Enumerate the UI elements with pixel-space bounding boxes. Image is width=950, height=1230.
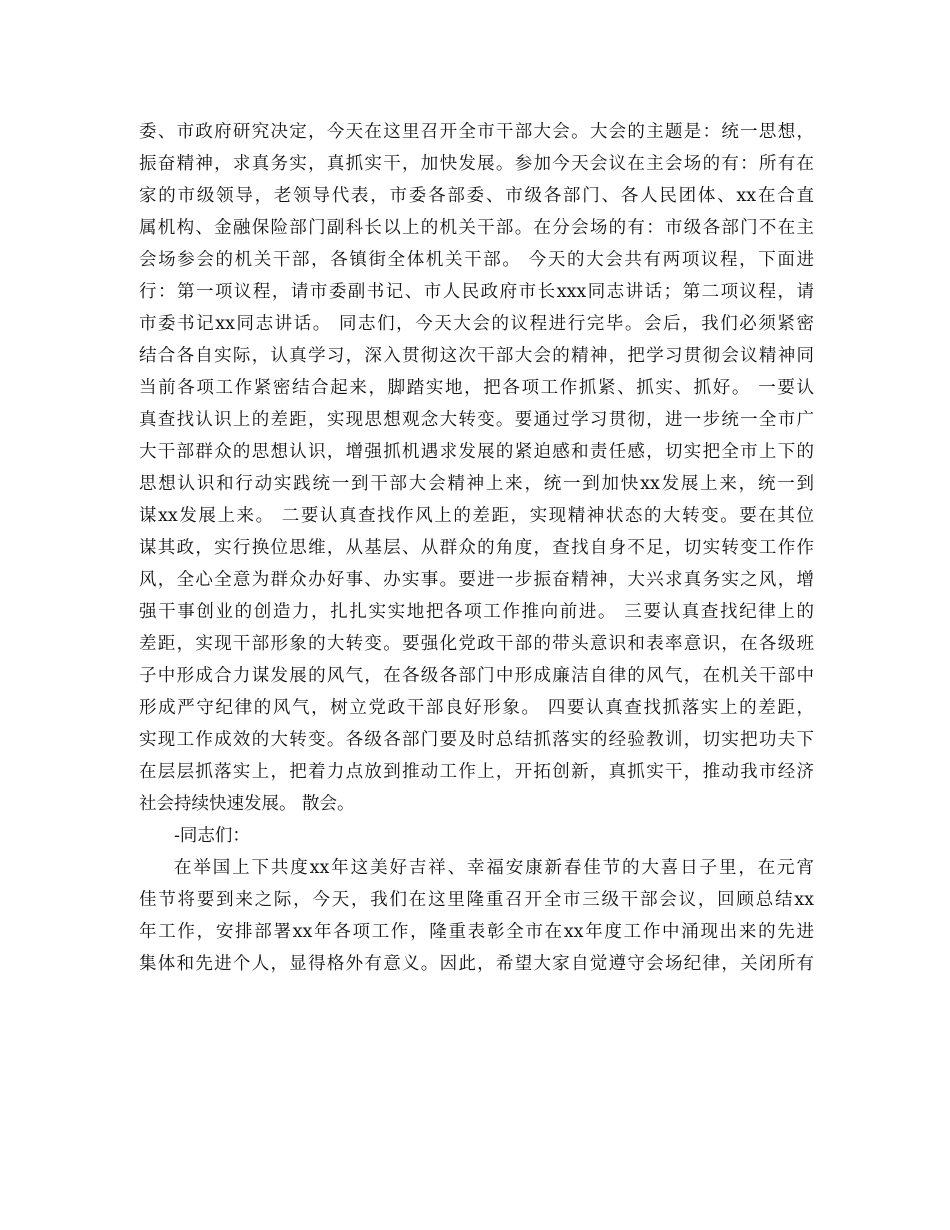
salutation: -同志们： (174, 826, 250, 846)
text-line: 家的市级领导，老领导代表，市委各部委、市级各部门、各人民团体、xx在合直 (139, 186, 814, 206)
text-line: 会场参会的机关干部，各镇街全体机关干部。 今天的大会共有两项议程，下面进 (139, 250, 814, 270)
text-line: 子中形成合力谋发展的风气，在各级各部门中形成廉洁自律的风气，在机关干部中 (139, 666, 814, 686)
text-line: 行：第一项议程，请市委副书记、市人民政府市长xxx同志讲话；第二项议程，请 (139, 282, 814, 302)
text-line: 振奋精神，求真务实，真抓实干，加快发展。参加今天会议在主会场的有：所有在 (139, 154, 814, 174)
text-line: 风，全心全意为群众办好事、办实事。要进一步振奋精神，大兴求真务实之风，增 (139, 570, 814, 590)
text-line: 真查找认识上的差距，实现思想观念大转变。要通过学习贯彻，进一步统一全市广 (139, 410, 814, 430)
text-line: 强干事创业的创造力，扎扎实实地把各项工作推向前进。 三要认真查找纪律上的 (139, 602, 814, 622)
document-body (139, 116, 814, 980)
text-line: 集体和先进个人，显得格外有意义。因此，希望大家自觉遵守会场纪律，关闭所有 (139, 954, 814, 974)
text-line: 年工作，安排部署xx年各项工作，隆重表彰全市在xx年度工作中涌现出来的先进 (139, 922, 814, 942)
text-line: 当前各项工作紧密结合起来，脚踏实地，把各项工作抓紧、抓实、抓好。 一要认 (139, 378, 814, 398)
text-line: 谋xx发展上来。 二要认真查找作风上的差距，实现精神状态的大转变。要在其位 (139, 506, 814, 526)
paragraph-2 (139, 852, 814, 980)
text-line: 在层层抓落实上，把着力点放到推动工作上，开拓创新，真抓实干，推动我市经济 (139, 762, 814, 782)
text-line: 结合各自实际，认真学习，深入贯彻这次干部大会的精神，把学习贯彻会议精神同 (139, 346, 814, 366)
text-line: 形成严守纪律的风气，树立党政干部良好形象。 四要认真查找抓落实上的差距， (139, 698, 814, 718)
text-line: 大干部群众的思想认识，增强抓机遇求发展的紧迫感和责任感，切实把全市上下的 (139, 442, 814, 462)
text-line: 在举国上下共度xx年这美好吉祥、幸福安康新春佳节的大喜日子里，在元宵 (174, 858, 814, 878)
text-line: 思想认识和行动实践统一到干部大会精神上来，统一到加快xx发展上来，统一到 (139, 474, 814, 494)
text-line: 实现工作成效的大转变。各级各部门要及时总结抓落实的经验教训，切实把功夫下 (139, 730, 814, 750)
text-line: 社会持续快速发展。 散会。 (139, 794, 355, 814)
text-line: 委、市政府研究决定，今天在这里召开全市干部大会。大会的主题是：统一思想， (139, 122, 814, 142)
text-line: 市委书记xx同志讲话。 同志们，今天大会的议程进行完毕。会后，我们必须紧密 (139, 314, 814, 334)
text-line: 差距，实现干部形象的大转变。要强化党政干部的带头意识和表率意识，在各级班 (139, 634, 814, 654)
text-line: 谋其政，实行换位思维，从基层、从群众的角度，查找自身不足，切实转变工作作 (139, 538, 814, 558)
text-line: 佳节将要到来之际，今天，我们在这里隆重召开全市三级干部会议，回顾总结xx (139, 890, 814, 910)
text-line: 属机构、金融保险部门副科长以上的机关干部。在分会场的有：市级各部门不在主 (139, 218, 814, 238)
paragraph-1 (139, 116, 814, 820)
